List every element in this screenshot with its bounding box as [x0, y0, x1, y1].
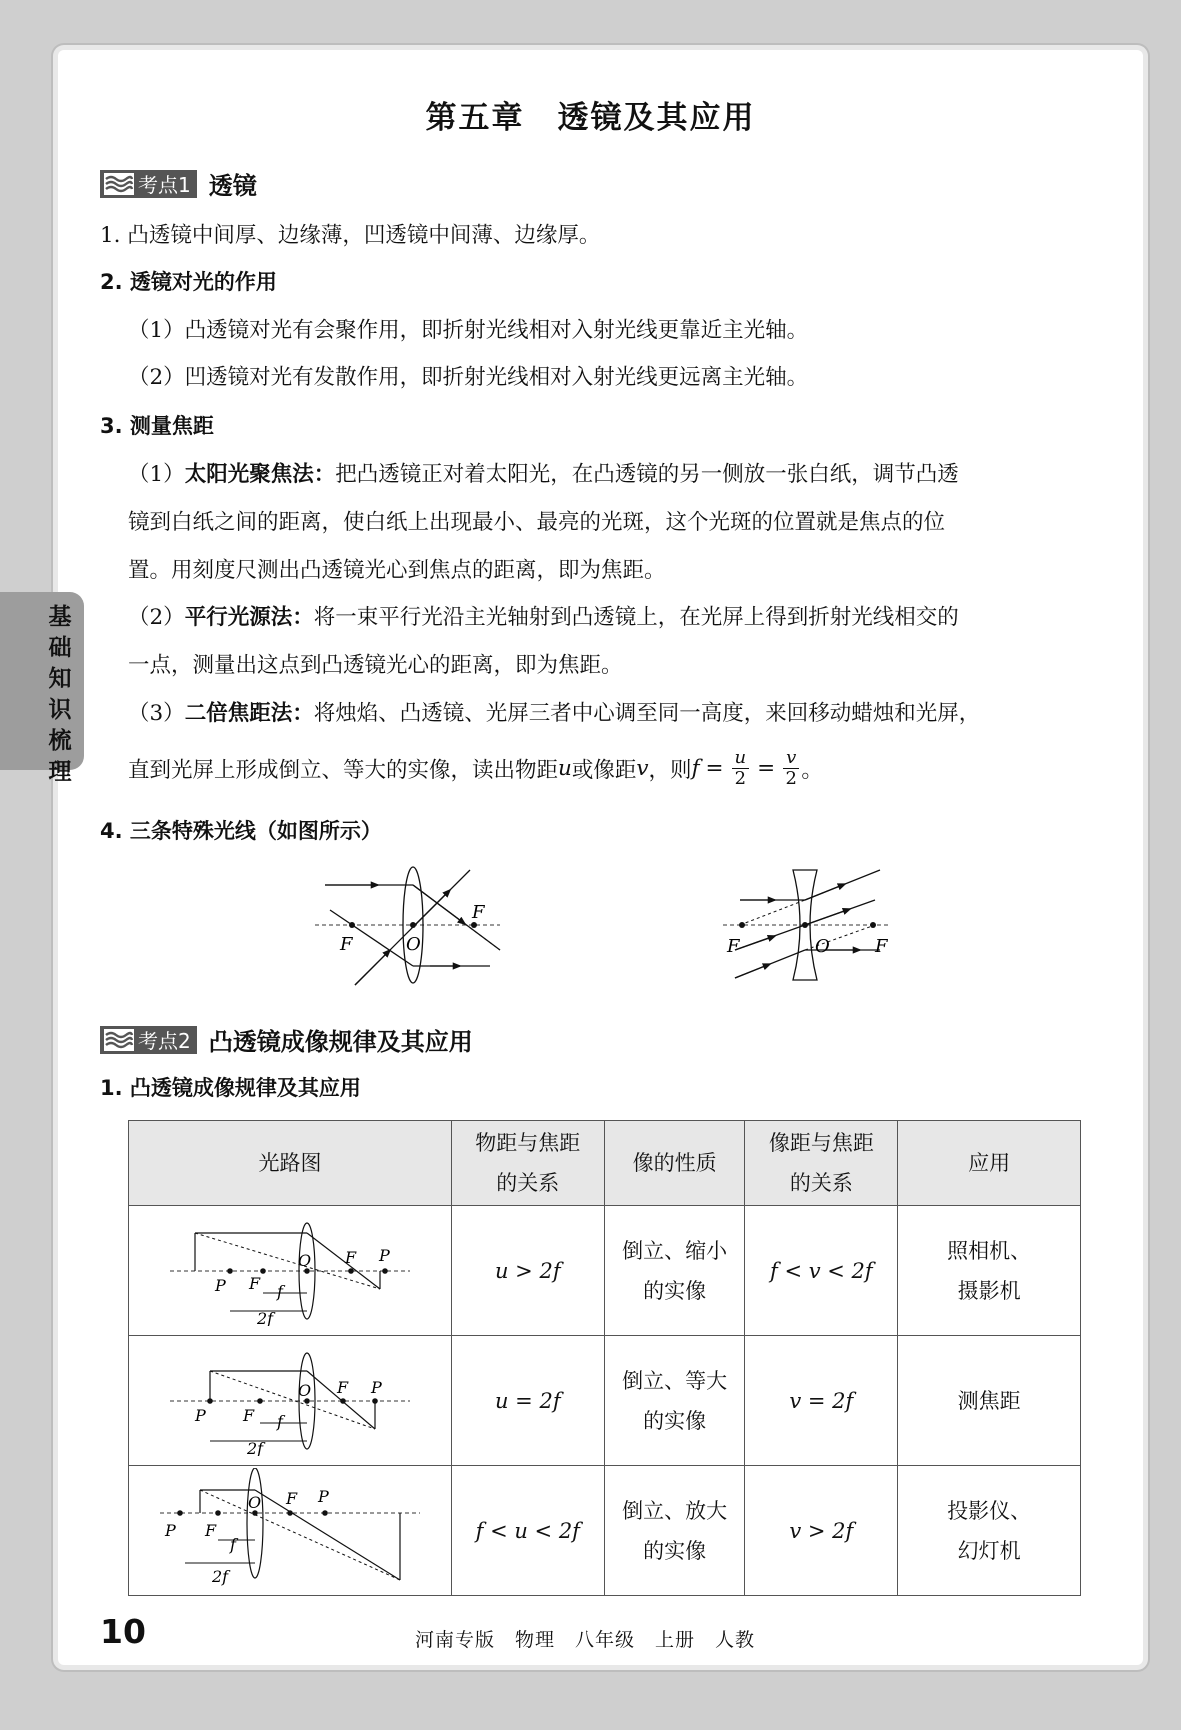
application: 照相机、 摄影机: [947, 1238, 1032, 1303]
label-f: f: [276, 1281, 283, 1301]
th-use: [898, 1121, 1081, 1206]
image-nature-cell: [604, 1336, 745, 1466]
object-distance: u > 2f: [494, 1258, 561, 1283]
label-F: F: [344, 1247, 357, 1267]
label-O: O: [247, 1493, 262, 1512]
image-distance-cell: [745, 1206, 898, 1336]
convex-lens-diagram: [300, 860, 520, 1000]
concave-lens-diagram: [715, 860, 895, 990]
method-2-label: （2）: [128, 605, 185, 630]
wave-icon: [104, 173, 134, 195]
method-3-text-4: ，则: [648, 758, 692, 783]
method-3-label: （3）: [128, 701, 185, 726]
th-text: 应用: [968, 1151, 1011, 1175]
kaodian-1-header: [100, 166, 257, 201]
method-1-label: （1）: [128, 462, 185, 487]
kaodian-1-badge: [100, 170, 197, 198]
image-distance: f < v < 2f: [770, 1258, 873, 1283]
section-2-heading: 1. 凸透镜成像规律及其应用: [100, 1076, 361, 1100]
label-F: F: [242, 1405, 255, 1425]
side-tab[interactable]: [0, 592, 84, 785]
object-distance: f < u < 2f: [475, 1518, 580, 1543]
para-2b: （2）凹透镜对光有发散作用，即折射光线相对入射光线更远离主光轴。: [128, 365, 809, 390]
equals-1: =: [705, 756, 724, 781]
frac-den-1: 2: [734, 768, 747, 789]
method-3-end: 。: [801, 758, 823, 783]
image-distance: v = 2f: [789, 1388, 854, 1413]
label-2f: 2f: [246, 1438, 264, 1456]
fraction-u-over-2: [732, 748, 750, 789]
ray-diagram-cell: [129, 1336, 452, 1466]
heading-3: 3. 测量焦距: [100, 414, 214, 438]
application-cell: [898, 1206, 1081, 1336]
table-row: [129, 1206, 1081, 1336]
label-O: O: [297, 1380, 312, 1400]
table-header-row: [129, 1121, 1081, 1206]
ray-diagram-cell: [129, 1206, 452, 1336]
th-diagram: [129, 1121, 452, 1206]
image-nature-cell: [604, 1206, 745, 1336]
application-cell: [898, 1336, 1081, 1466]
th-image: [604, 1121, 745, 1206]
th-text: 光路图: [258, 1151, 322, 1175]
method-2-name: 平行光源法：: [184, 605, 314, 630]
th-distance: [745, 1121, 898, 1206]
kaodian-1-badge-text: 考点1: [138, 173, 191, 197]
imaging-rules-table: [128, 1120, 1081, 1596]
frac-num-v: v: [783, 748, 799, 769]
ray-diagram-2: [165, 1341, 415, 1456]
th-text: 像的性质: [632, 1151, 717, 1175]
kaodian-2-badge: [100, 1026, 197, 1054]
image-nature-cell: [604, 1466, 745, 1596]
kaodian-2-header: [100, 1022, 473, 1057]
image-distance-cell: [745, 1466, 898, 1596]
label-f: f: [229, 1535, 236, 1554]
method-1-name: 太阳光聚焦法：: [184, 462, 336, 487]
label-O-2: O: [815, 936, 830, 957]
method-3-text-2: 直到光屏上形成倒立、等大的实像，读出物距: [128, 758, 559, 783]
method-1-line-3: 置。用刻度尺测出凸透镜光心到焦点的距离，即为焦距。: [128, 558, 666, 583]
wave-icon: [104, 1029, 134, 1051]
object-distance-cell: [451, 1336, 604, 1466]
label-F: F: [336, 1377, 349, 1397]
method-2-line-1: [128, 600, 959, 631]
object-distance-cell: [451, 1206, 604, 1336]
object-distance: u = 2f: [494, 1388, 561, 1413]
method-3-text-3: 或像距: [571, 758, 637, 783]
ray-diagram-3: [150, 1468, 430, 1588]
image-distance-cell: [745, 1336, 898, 1466]
label-f: f: [276, 1411, 283, 1431]
label-P: P: [164, 1521, 176, 1540]
label-P: P: [194, 1405, 206, 1425]
method-2-text-1: 将一束平行光沿主光轴射到凸透镜上，在光屏上得到折射光线相交的: [313, 605, 959, 630]
kaodian-2-badge-text: 考点2: [138, 1029, 191, 1053]
method-1-line-2: 镜到白纸之间的距离，使白纸上出现最小、最亮的光斑，这个光斑的位置就是焦点的位: [128, 510, 946, 535]
image-distance: v > 2f: [789, 1518, 854, 1543]
method-3-name: 二倍焦距法：: [184, 701, 314, 726]
label-O: O: [297, 1250, 312, 1270]
label-P: P: [214, 1275, 226, 1295]
label-F-right-2: F: [875, 936, 888, 957]
label-2f: 2f: [256, 1308, 274, 1326]
label-O: O: [406, 934, 421, 955]
para-2a: （1）凸透镜对光有会聚作用，即折射光线相对入射光线更靠近主光轴。: [128, 318, 809, 343]
side-tab-label: 基础知识梳理: [48, 604, 72, 785]
image-nature: 倒立、缩小 的实像: [622, 1238, 728, 1303]
label-F-left: F: [340, 934, 353, 955]
label-P: P: [370, 1377, 382, 1397]
method-3-line-2: [128, 748, 823, 789]
equals-2: =: [757, 756, 776, 781]
frac-den-2: 2: [785, 768, 797, 789]
th-text: 物距与焦距 的关系: [475, 1131, 581, 1195]
label-P: P: [378, 1245, 390, 1265]
label-F: F: [204, 1521, 217, 1540]
table-row: [129, 1336, 1081, 1466]
symbol-f: f: [691, 756, 700, 781]
th-object: [451, 1121, 604, 1206]
label-F-right: F: [472, 902, 485, 923]
th-text: 像距与焦距 的关系: [768, 1131, 874, 1195]
object-distance-cell: [451, 1466, 604, 1596]
method-3-line-1: [128, 696, 980, 727]
label-F: F: [285, 1489, 298, 1508]
symbol-u: u: [558, 756, 572, 781]
application: 测焦距: [957, 1388, 1021, 1413]
kaodian-1-title: 透镜: [208, 172, 257, 200]
label-F: F: [248, 1273, 261, 1293]
method-1-text-1: 把凸透镜正对着太阳光，在凸透镜的另一侧放一张白纸，调节凸透: [335, 462, 959, 487]
label-P: P: [317, 1487, 329, 1506]
ray-diagram-cell: [129, 1466, 452, 1596]
application: 投影仪、 幻灯机: [947, 1498, 1032, 1563]
method-3-text-1: 将烛焰、凸透镜、光屏三者中心调至同一高度，来回移动蜡烛和光屏，: [313, 701, 981, 726]
application-cell: [898, 1466, 1081, 1596]
image-nature: 倒立、等大 的实像: [622, 1368, 728, 1433]
table-row: [129, 1466, 1081, 1596]
frac-num-u: u: [732, 748, 750, 769]
method-1-line-1: [128, 457, 959, 488]
label-F-left-2: F: [727, 936, 740, 957]
symbol-v: v: [636, 756, 649, 781]
label-2f: 2f: [211, 1567, 229, 1586]
fraction-v-over-2: [783, 748, 799, 789]
ray-diagram-1: [165, 1211, 415, 1326]
page-number: 10: [100, 1612, 146, 1651]
method-2-line-2: 一点，测量出这点到凸透镜光心的距离，即为焦距。: [128, 653, 623, 678]
heading-4: 4. 三条特殊光线（如图所示）: [100, 819, 382, 843]
image-nature: 倒立、放大 的实像: [622, 1498, 728, 1563]
chapter-title: 第五章 透镜及其应用: [425, 100, 756, 136]
kaodian-2-title: 凸透镜成像规律及其应用: [208, 1028, 473, 1056]
para-1: 1. 凸透镜中间厚、边缘薄，凹透镜中间薄、边缘厚。: [100, 223, 601, 248]
footer-text: 河南专版 物理 八年级 上册 人教: [415, 1629, 756, 1651]
heading-2: 2. 透镜对光的作用: [100, 270, 277, 294]
